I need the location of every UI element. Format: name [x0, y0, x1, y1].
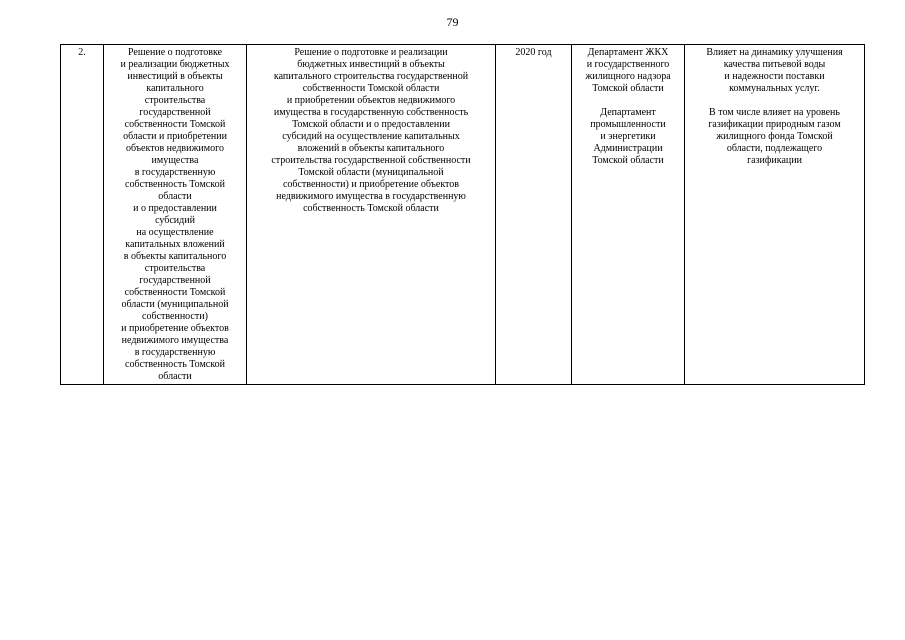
measure-description-cell: Решение о подготовке и реализации бюджетных инвестиций в объекты капитального строительства государственной собственности Томской области и приобретении объектов недвижимого имущества в государственную собственность Томской области и о предоставлении субсидий на осуществление капитальных вложений в объекты капитального строительства государственной собственности Томской области (муниципальной собственности) и приобретение объектов недвижимого имущества в государственную собственность Томской области — [247, 45, 496, 385]
page-number: 79 — [446, 15, 459, 29]
document-table — [60, 44, 865, 385]
row-number-cell: 2. — [61, 45, 104, 385]
table-row — [61, 45, 865, 385]
responsible-cell: Департамент ЖКХ и государственного жилищного надзора Томской области Департамент промышленности и энергетики Администрации Томской области — [572, 45, 685, 385]
impact-cell: Влияет на динамику улучшения качества питьевой воды и надежности поставки коммунальных услуг. В том числе влияет на уровень газификации природным газом жилищного фонда Томской области, подлежащего газификации — [685, 45, 865, 385]
measure-title-cell: Решение о подготовке и реализации бюджетных инвестиций в объекты капитального строительства государственной собственности Томской области и приобретении объектов недвижимого имущества в государственную собственность Томской области и о предоставлении субсидий на осуществление капитальных вложений в объекты капитального строительства государственной собственности Томской области (муниципальной собственности) и приобретение объектов недвижимого имущества в государственную собственность Томской области — [104, 45, 247, 385]
year-cell: 2020 год — [496, 45, 572, 385]
